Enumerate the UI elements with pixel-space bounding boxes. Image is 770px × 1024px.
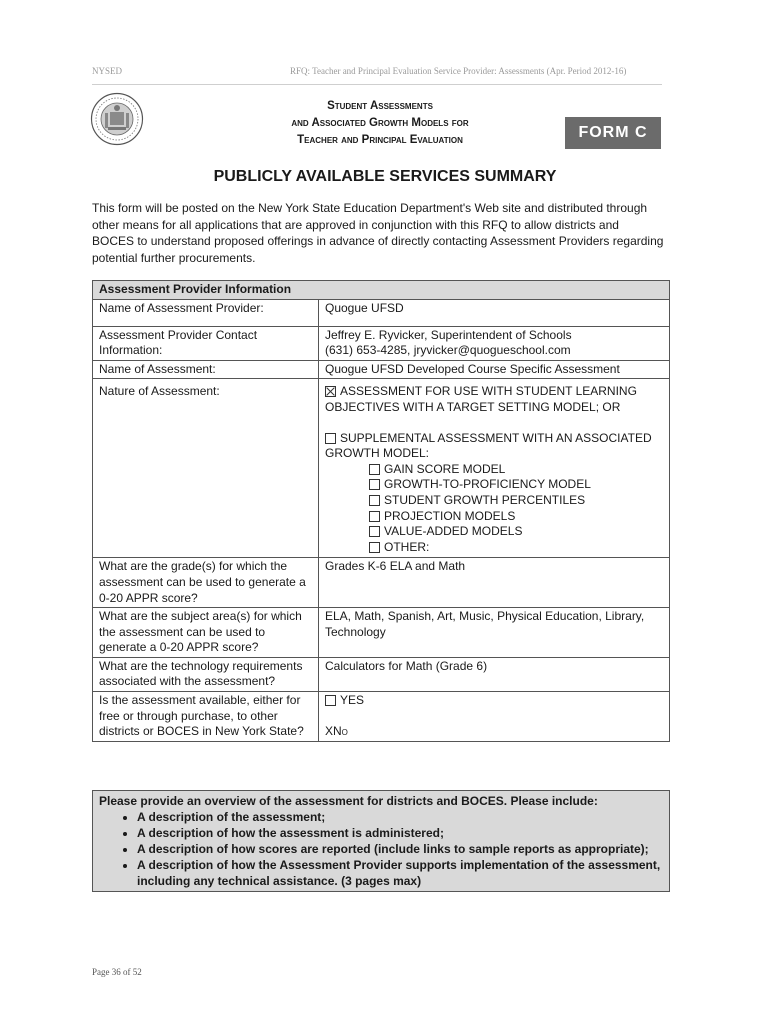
overview-instructions-box <box>92 790 670 892</box>
section-header: Assessment Provider Information <box>93 281 670 300</box>
list-item: • A description of how scores are reported (include links to sample reports as appropriate); <box>137 841 663 857</box>
provider-value: Quogue UFSD <box>319 299 670 326</box>
table-row <box>93 360 670 379</box>
growth-model-option <box>325 540 663 556</box>
growth-model-label: OTHER: <box>384 539 430 554</box>
growth-model-option <box>325 462 663 478</box>
table-row <box>93 657 670 691</box>
table-row <box>93 692 670 742</box>
nature-option1-label: ASSESSMENT FOR USE WITH STUDENT LEARNING OBJECTIVES WITH A TARGET SETTING MODEL; OR <box>325 384 637 414</box>
assessment-name-value: Quogue UFSD Developed Course Specific Assessment <box>319 360 670 379</box>
growth-model-option <box>325 509 663 525</box>
nature-value <box>319 379 670 558</box>
page-title: PUBLICLY AVAILABLE SERVICES SUMMARY <box>213 168 557 185</box>
availability-no-option: XNo <box>325 723 348 738</box>
checkbox[interactable] <box>325 695 336 706</box>
title-line-1: Student Assessments <box>327 100 433 112</box>
nys-seal-logo <box>90 92 144 146</box>
table-row <box>93 558 670 608</box>
growth-model-label: STUDENT GROWTH PERCENTILES <box>384 492 586 507</box>
contact-line-1: Jeffrey E. Ryvicker, Superintendent of Schools <box>325 327 572 342</box>
checkbox[interactable] <box>369 511 380 522</box>
nature-label: Nature of Assessment: <box>93 379 319 558</box>
contact-line-2: (631) 653-4285, jryvicker@quogueschool.com <box>325 343 571 358</box>
table-row <box>93 299 670 326</box>
subjects-label: What are the subject area(s) for which the assessment can be used to generate a 0-20 APPR score? <box>93 608 319 658</box>
checkbox[interactable] <box>369 495 380 506</box>
table-row <box>93 379 670 558</box>
growth-model-label: GROWTH-TO-PROFICIENCY MODEL <box>384 477 591 492</box>
subjects-value: ELA, Math, Spanish, Art, Music, Physical Education, Library, Technology <box>319 608 670 658</box>
checkbox[interactable] <box>325 433 336 444</box>
running-header-left: NYSED <box>92 66 123 76</box>
checkbox[interactable] <box>369 464 380 475</box>
page-number: Page 36 of 52 <box>92 967 142 977</box>
list-item: • A description of the assessment; <box>137 809 663 825</box>
intro-paragraph: This form will be posted on the New York State Education Department's Web site and distributed through other means for all applications that are approved in conjunction with this RFQ to allow districts and BOCES to understand proposed offerings in advance of directly contacting Assessment Providers regarding potential further procurements. <box>92 201 664 265</box>
title-line-3: Teacher and Principal Evaluation <box>297 134 463 146</box>
availability-label: Is the assessment available, either for free or through purchase, to other districts or BOCES in New York State? <box>93 692 319 742</box>
growth-model-option <box>325 493 663 509</box>
provider-label: Name of Assessment Provider: <box>93 299 319 326</box>
grades-value: Grades K-6 ELA and Math <box>319 558 670 608</box>
contact-label: Assessment Provider Contact Information: <box>93 326 319 360</box>
document-title-block <box>250 98 510 149</box>
list-item: • A description of how the assessment is administered; <box>137 825 663 841</box>
growth-model-label: VALUE-ADDED MODELS <box>384 524 523 539</box>
grades-label: What are the grade(s) for which the assessment can be used to generate a 0-20 APPR score? <box>93 558 319 608</box>
table-row <box>93 608 670 658</box>
header-divider <box>92 84 662 85</box>
checked-checkbox[interactable] <box>325 386 336 397</box>
assessment-provider-table <box>92 280 670 742</box>
growth-model-label: GAIN SCORE MODEL <box>384 461 506 476</box>
nature-option-growth-model <box>325 431 663 462</box>
checkbox[interactable] <box>369 542 380 553</box>
growth-model-label: PROJECTION MODELS <box>384 508 516 523</box>
assessment-name-label: Name of Assessment: <box>93 360 319 379</box>
nature-option2-label: SUPPLEMENTAL ASSESSMENT WITH AN ASSOCIATED GROWTH MODEL: <box>325 430 652 461</box>
availability-yes-label: YES <box>340 693 365 708</box>
overview-list <box>99 809 663 889</box>
contact-value <box>319 326 670 360</box>
running-header-right: RFQ: Teacher and Principal Evaluation Service Provider: Assessments (Apr. Period 2012-16) <box>290 66 627 76</box>
checkbox[interactable] <box>369 479 380 490</box>
table-row <box>93 326 670 360</box>
form-badge: FORM C <box>565 117 661 149</box>
availability-yes-option <box>325 693 663 709</box>
tech-value: Calculators for Math (Grade 6) <box>319 657 670 691</box>
checkbox[interactable] <box>369 526 380 537</box>
overview-intro: Please provide an overview of the assessment for districts and BOCES. Please include: <box>99 794 598 808</box>
availability-value <box>319 692 670 742</box>
list-item: • A description of how the Assessment Provider supports implementation of the assessment, including any technical assistance. (3 pages max) <box>137 857 663 889</box>
growth-model-option <box>325 477 663 493</box>
tech-label: What are the technology requirements associated with the assessment? <box>93 657 319 691</box>
title-line-2: and Associated Growth Models for <box>291 117 469 129</box>
nature-option-target-setting <box>325 384 663 415</box>
growth-model-option <box>325 524 663 540</box>
